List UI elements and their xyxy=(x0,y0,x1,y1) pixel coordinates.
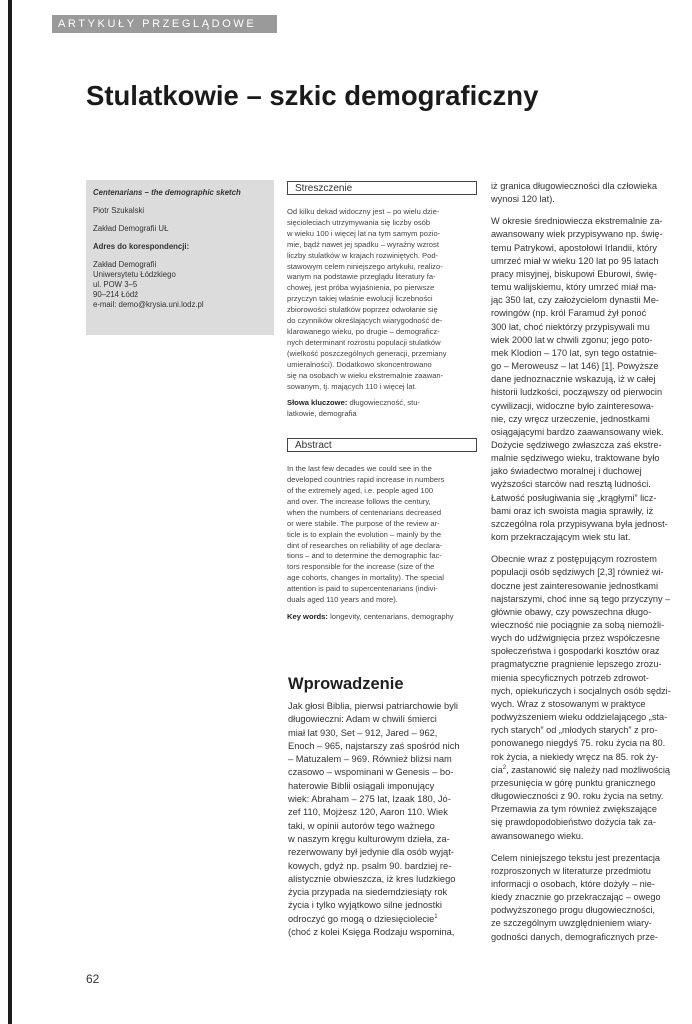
page-number: 62 xyxy=(86,972,100,986)
footnote-marker: 2 xyxy=(502,764,507,771)
text-line: wiek: Abraham – 275 lat, Izaak 180, Jó- xyxy=(288,794,451,805)
text-line: w naszym kręgu kulturowym dzieła, za- xyxy=(288,833,450,844)
text-line: dint of researches on reliability of age declara- xyxy=(287,540,443,550)
text-line: wieczność nie pociągnie za sobą niemożli- xyxy=(491,620,665,630)
text-line: mie, bądź nawet jej spadku – wyraźny wzrost xyxy=(287,239,439,249)
text-line: rezerwowany był jedynie dla osób wyjąt- xyxy=(288,847,454,858)
text-line: kiedy znacznie go przekraczając – owego xyxy=(491,892,661,903)
text-line: and over. The increase follows the century, xyxy=(287,496,431,506)
text-line: nie, czy wręcz urzeczenie, jednostkami xyxy=(491,413,650,424)
keywords-label: Słowa kluczowe: xyxy=(287,398,348,408)
text-line: historii ludzkości, począwszy od pierwocin xyxy=(491,387,663,398)
correspondence-label: Adres do korespondencji: xyxy=(93,242,190,251)
right-column-text xyxy=(491,180,680,953)
introduction-heading: Wprowadzenie xyxy=(288,675,404,693)
section-label: ARTYKUŁY PRZEGLĄDOWE xyxy=(52,15,277,33)
text-line: szczególna rola przypisywana była jednost- xyxy=(491,518,668,529)
text-fragment: cia xyxy=(491,764,503,775)
text-line: wanym na podstawie przeglądu literatury fa- xyxy=(287,272,436,282)
text-line: (wielkość poszczególnych generacji, przemiany xyxy=(287,348,447,358)
paragraph xyxy=(491,553,680,842)
text-line: osiągającymi bardzo zaawansowany wiek. xyxy=(491,426,664,437)
text-line: Od kilku dekad widoczny jest – po wielu dzie- xyxy=(287,207,440,216)
author-name: Piotr Szukalski xyxy=(93,206,145,215)
text-line: długowieczni: Adam w chwili śmierci xyxy=(288,714,437,725)
abstracts-column xyxy=(287,181,477,641)
text-line: kom przekraczającym wiek stu lat. xyxy=(491,532,631,543)
text-line: Łatwość posługiwania się „krągłymi” licz- xyxy=(491,492,657,503)
text-line: bami oraz ich swoista magia sprawiły, iż xyxy=(491,505,654,516)
text-line: klarowanego wieku, po drugie – demograficz- xyxy=(287,326,440,336)
text-line: haterowie Biblii osiągali imponujący xyxy=(288,780,435,791)
text-line: duals aged 110 years and more). xyxy=(287,595,398,605)
address-line: Zakład Demografii xyxy=(93,260,157,269)
text-line: Jak głosi Biblia, pierwsi patriarchowie byli xyxy=(288,701,458,711)
text-line: dane jednoznacznie wskazują, iż w całej xyxy=(491,374,656,385)
text-line: – Matuzalem – 969. Również bliżsi nam xyxy=(288,754,452,765)
text-line: podwyższonego progu długowieczności, xyxy=(491,905,655,916)
text-line: rych starych” od „młodych starych” z pro- xyxy=(491,725,658,736)
text-fragment: , zastanowić się należy nad możliwością xyxy=(506,764,671,775)
keywords-text: długowieczność, stu- xyxy=(349,398,420,408)
text-line: umieralności). Dodatkowo skoncentrowano xyxy=(287,359,432,369)
article-title: Stulatkowie – szkic demograficzny xyxy=(86,80,539,111)
show-through-shadow xyxy=(95,150,495,178)
polish-keywords xyxy=(287,398,477,420)
text-line: developed countries rapid increase in numbers xyxy=(287,475,445,485)
text-line: wych. Wraz z stosowanym w praktyce xyxy=(491,698,646,709)
text-line: wyższości starców nad resztą ludności. xyxy=(491,479,651,490)
text-line: Celem niniejszego tekstu jest prezentacja xyxy=(491,852,661,863)
text-line: przesunięcia w górę punktu granicznego xyxy=(491,777,656,788)
text-line: stawowym celem niniejszego artykułu, realizo- xyxy=(287,261,443,271)
binding-edge xyxy=(8,0,12,1024)
english-keywords xyxy=(287,612,477,623)
text-line: doczne jest zainteresowanie jednostkami xyxy=(491,580,658,591)
text-line: malnie sędziwego wieku, traktowane było xyxy=(491,453,660,464)
text-line: iż granica długowieczności dla człowieka xyxy=(491,181,657,191)
text-line: zbiorowości stulatków poprzez odwołanie się xyxy=(287,305,438,315)
text-line: chowej, jest próba wyjaśnienia, po pierwsze xyxy=(287,283,435,293)
text-line: do czynników określających wiarygodność de- xyxy=(287,316,443,326)
address-line: Uniwersytetu Łódzkiego xyxy=(93,270,176,279)
correspondence-address xyxy=(93,260,267,310)
text-line: Enoch – 965, najstarszy zaś spośród nich xyxy=(288,740,460,751)
text-line: życia i tylko wyjątkowo silne jednostki xyxy=(288,900,442,911)
text-line: temu walijskiemu, który umrzeć miał ma- xyxy=(491,282,657,293)
text-line: sowanym, tj. mających 110 i więcej lat. xyxy=(287,381,417,391)
text-line: podwyższeniem wieku oddzielającego „sta- xyxy=(491,712,668,723)
english-title: Centenarians – the demographic sketch xyxy=(93,188,241,197)
text-line: or were stabile. The purpose of the review ar- xyxy=(287,518,440,528)
text-line: nych determinant rozrostu populacji stulatków xyxy=(287,337,441,347)
text-line: mek Klodion – 170 lat, syn tego ostatnie- xyxy=(491,347,657,358)
text-line: życia przypada na siedemdziesiąty rok xyxy=(288,887,448,898)
text-line: ze szczególnym uwzględnieniem wiary- xyxy=(491,918,652,929)
text-line: wynosi 120 lat). xyxy=(491,194,555,205)
text-line: liczby stulatków w krajach rozwiniętych. Pod- xyxy=(287,250,439,260)
text-line: go – Meroweusz – lat 146) [1]. Powyższe xyxy=(491,361,659,372)
address-line: ul. POW 3–5 xyxy=(93,280,138,289)
text-line: umrzeć miał w wieku 120 lat po 95 latach xyxy=(491,255,659,266)
abstract-heading: Abstract xyxy=(287,438,477,452)
text-line: ticle is to explain the evolution – mainly by the xyxy=(287,529,442,539)
text-line: miał lat 930, Set – 912, Jared – 962, xyxy=(288,727,438,738)
text-line: kowych, gdyż np. psalm 90. bardziej re- xyxy=(288,860,452,871)
text-line: w wieku 100 i więcej lat na tym samym pozio- xyxy=(287,228,441,238)
text-line: attention is paid to supercentenarians (indivi- xyxy=(287,584,438,594)
text-fragment: odroczyć go mogą o dziesięciolecie xyxy=(288,913,435,924)
text-line: Przemawia za tym również zwiększające xyxy=(491,804,657,815)
text-line: cywilizacji, widoczne było zainteresowa- xyxy=(491,400,654,411)
text-line: czasowo – wspominani w Genesis – bo- xyxy=(288,767,454,778)
text-line: najstarszymi, choć inne są tego przyczyny – xyxy=(491,593,671,604)
text-line: jąc 350 lat, czy założycielom dynastii Me- xyxy=(491,295,659,306)
paragraph xyxy=(491,215,680,544)
abstract-text xyxy=(287,464,477,606)
paragraph xyxy=(491,180,680,206)
text-line: tions – and to determine the demographic fac- xyxy=(287,551,442,561)
text-line: of the extremely aged, i.e. people aged 100 xyxy=(287,486,434,496)
text-line: Dożycie sędziwego zwłaszcza zaś ekstre- xyxy=(491,439,662,450)
text-line: taki, w opinii autorów tego ważnego xyxy=(288,820,435,831)
text-line: rozproszonych w literaturze przedmiotu xyxy=(491,865,651,876)
text-line: się na osobach w wieku ekstremalnie zaawan- xyxy=(287,370,444,380)
text-line: alistycznie obwieszcza, iż kres ludzkiego xyxy=(288,873,456,884)
text-line: godności danych, demograficznych prze- xyxy=(491,931,658,942)
keywords-text: longevity, centenarians, demography xyxy=(330,612,454,621)
keywords-label: Key words: xyxy=(287,612,328,621)
introduction-text xyxy=(288,700,478,939)
text-line: In the last few decades we could see in the xyxy=(287,464,432,474)
text-line: when the numbers of centenarians decreased xyxy=(287,507,442,517)
text-line: społeczeństwa i gospodarki kosztów oraz xyxy=(491,646,660,657)
text-line: głównie obawy, czy powszechna długo- xyxy=(491,606,652,617)
text-line: wych do udźwignięcia przez współczesne xyxy=(491,633,661,644)
text-line: wiek 2000 lat w chwili zgonu; jego poto- xyxy=(491,334,653,345)
text-line: Obecnie wraz z postępującym rozrostem xyxy=(491,554,657,565)
text-line: sięcioleciach utrzymywania się liczby osób xyxy=(287,217,431,227)
email-line: e-mail: demo@krysia.uni.lodz.pl xyxy=(93,300,204,309)
text-line: (choć z kolei Księga Rodzaju wspomina, xyxy=(288,927,455,938)
footnote-marker: 1 xyxy=(434,913,438,920)
text-line: rok życia, a niekiedy wręcz na 85. rok ży- xyxy=(491,751,659,762)
text-line: populacji osób sędziwych [2,3] również wi- xyxy=(491,567,664,578)
text-line: 300 lat, choć niektórzy przypisywali mu xyxy=(491,321,650,332)
text-line: informacji o osobach, które dożyły – nie- xyxy=(491,878,655,889)
text-line xyxy=(288,913,478,926)
text-line: awansowanego wieku. xyxy=(491,830,584,841)
text-line: nych, opiekuńczych i socjalnych osób sędzi- xyxy=(491,685,671,696)
text-line: pracy misyjnej, biskupowi Eburowi, świę- xyxy=(491,268,657,279)
text-line: jako świadectwo moralnej i duchowej xyxy=(491,466,642,477)
text-line: age cohorts, changes in mortality). The special xyxy=(287,573,444,583)
text-line: W okresie średniowiecza ekstremalnie za- xyxy=(491,216,663,227)
text-line: się prawdopodobieństwo dożycia tak za- xyxy=(491,817,656,828)
streszczenie-text xyxy=(287,207,477,392)
text-line: awansowany wiek przypisywano np. świę- xyxy=(491,229,663,240)
article-info-box xyxy=(86,180,274,335)
text-line: zef 110, Mojżesz 120, Aaron 110. Wiek xyxy=(288,807,448,818)
text-line: temu Patrykowi, apostołowi Irlandii, który xyxy=(491,242,657,253)
text-line: tors responsible for the increase (size of the xyxy=(287,562,435,572)
text-line: przyczyn takiej właśnie ewolucji liczebności xyxy=(287,294,433,304)
address-line: 90–214 Łódź xyxy=(93,290,139,299)
author-affiliation: Zakład Demografii UŁ xyxy=(93,224,169,233)
text-line: mienia specyficznych potrzeb zdrowot- xyxy=(491,672,649,683)
text-line: długowieczności z 90. roku życia na setny. xyxy=(491,791,664,802)
text-line: ponowanego niegdyś 75. roku życia na 80. xyxy=(491,738,666,749)
text-line: rowingów (np. król Faramud żył ponoć xyxy=(491,308,647,319)
streszczenie-heading: Streszczenie xyxy=(287,181,477,195)
paragraph xyxy=(491,852,680,944)
keywords-text: latkowie, demografia xyxy=(287,409,357,419)
text-line: pragmatyczne pragnienie lepszego zrozu- xyxy=(491,659,662,670)
